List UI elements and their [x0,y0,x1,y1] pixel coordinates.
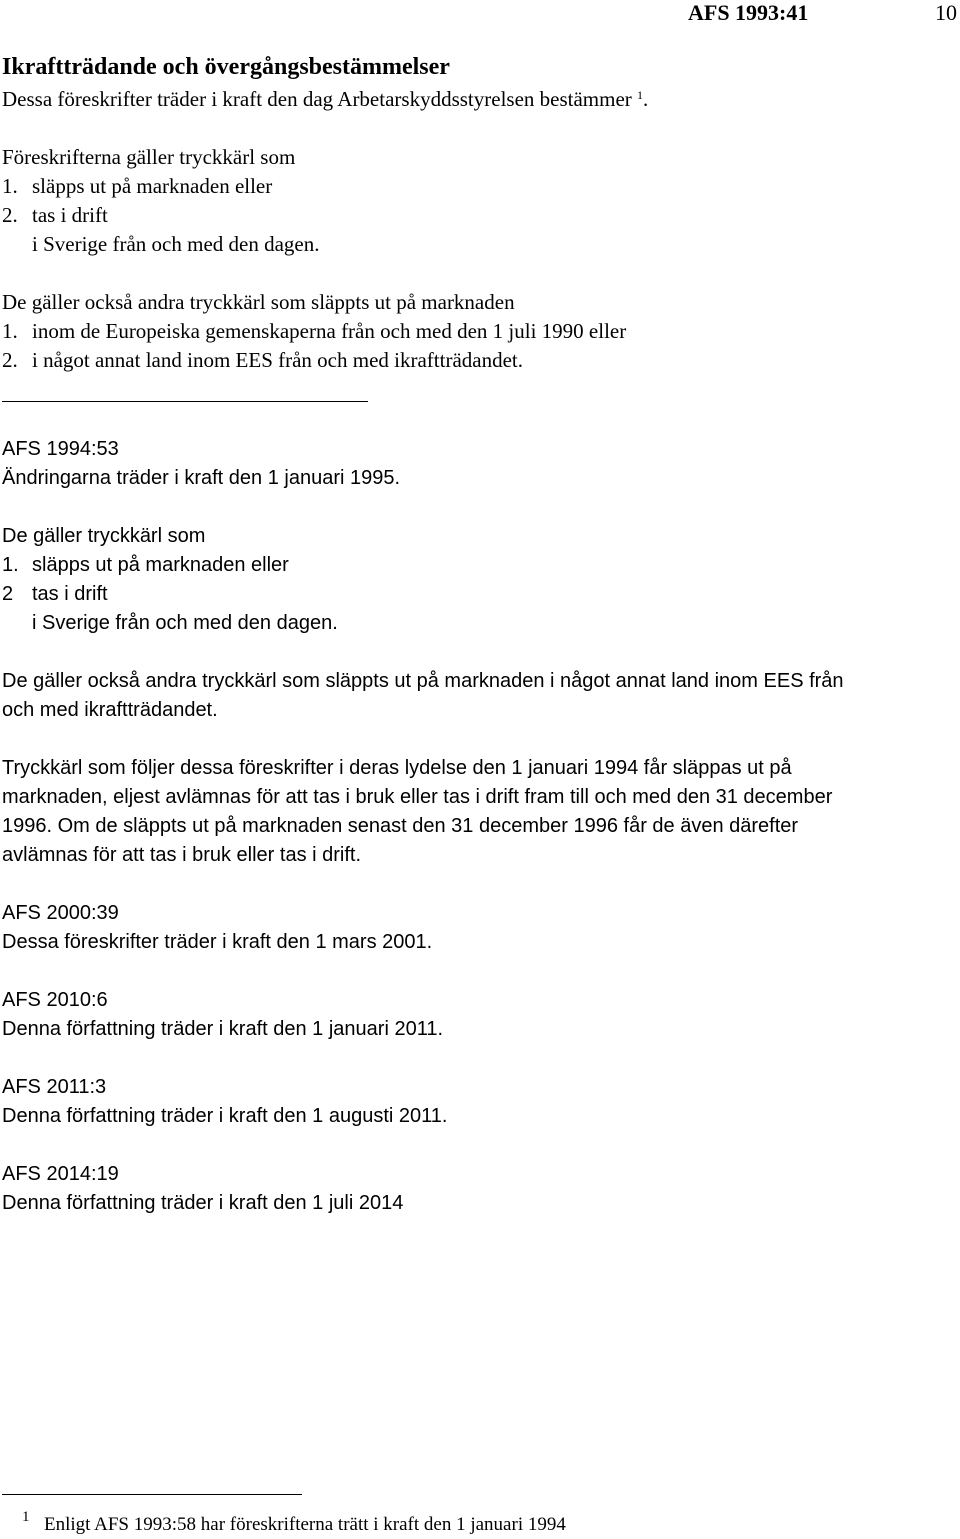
amendment-ref: AFS 2014:19 [2,1163,119,1185]
list-item-text: tas i drift [32,203,108,227]
amendment-1994-also-line: och med ikraftträdandet. [2,699,218,721]
original-also-intro: De gäller också andra tryckkärl som släppts ut på marknaden [2,290,515,314]
amendment-1994-also-line: De gäller också andra tryckkärl som släppts ut på marknaden i något annat land inom EES från [2,670,844,692]
section-heading: Ikraftträdande och övergångsbestämmelser [2,54,450,80]
original-intro-end: . [643,87,649,111]
original-also-item [2,348,523,372]
amendment-ref: AFS 2000:39 [2,902,119,924]
list-item-text: inom de Europeiska gemenskaperna från och med den 1 juli 1990 eller [32,319,627,343]
amendment-1994-item [2,582,108,606]
amendment-ref: AFS 2010:6 [2,989,108,1011]
transition-line: marknaden, eljest avlämnas för att tas i bruk eller tas i drift fram till och med den 31 december [2,786,833,808]
list-number: 1. [2,319,18,343]
section-divider [2,401,368,402]
transition-line: 1996. Om de släppts ut på marknaden senast den 31 december 1996 får de även därefter [2,815,799,837]
original-intro [2,87,648,111]
list-number: 2 [2,583,14,605]
amendment-1994-applies-intro: De gäller tryckkärl som [2,525,206,547]
amendment-1994-item [2,553,289,577]
list-number: 1. [2,554,19,576]
original-applies-intro: Föreskrifterna gäller tryckkärl som [2,145,296,169]
original-applies-item [2,203,108,227]
amendment-text: Dessa föreskrifter träder i kraft den 1 mars 2001. [2,931,433,953]
amendment-ref: AFS 2011:3 [2,1076,107,1098]
transition-line: avlämnas för att tas i bruk eller tas i drift. [2,844,362,866]
amendment-text: Denna författning träder i kraft den 1 augusti 2011. [2,1105,448,1127]
amendment-1994-ref: AFS 1994:53 [2,438,119,460]
original-intro-text: Dessa föreskrifter träder i kraft den dag Arbetarskyddsstyrelsen bestämmer [2,87,632,111]
list-number: 1. [2,174,18,198]
footnote-divider [2,1494,302,1495]
amendment-text: Denna författning träder i kraft den 1 juli 2014 [2,1192,404,1214]
list-item-text: i något annat land inom EES från och med ikraftträdandet. [32,348,524,372]
document-id-header: AFS 1993:41 [688,0,809,25]
transition-line: Tryckkärl som följer dessa föreskrifter i deras lydelse den 1 januari 1994 får släppas ut på [2,757,792,779]
list-number: 2. [2,348,18,372]
list-item-text: släpps ut på marknaden eller [32,174,273,198]
list-item-text: släpps ut på marknaden eller [32,554,289,576]
list-number: 2. [2,203,18,227]
footnote-reference[interactable]: 1 [637,88,644,102]
footnote-text: Enligt AFS 1993:58 har föreskrifterna trätt i kraft den 1 januari 1994 [44,1514,566,1535]
amendment-1994-effective: Ändringarna träder i kraft den 1 januari 1995. [2,467,401,489]
original-applies-tail: i Sverige från och med den dagen. [32,232,320,256]
amendment-1994-items-tail: i Sverige från och med den dagen. [32,612,338,634]
amendment-text: Denna författning träder i kraft den 1 januari 2011. [2,1018,444,1040]
original-applies-item [2,174,272,198]
footnote-number: 1 [22,1509,30,1525]
list-item-text: tas i drift [32,583,108,605]
page-number: 10 [935,0,957,25]
original-also-item [2,319,626,343]
